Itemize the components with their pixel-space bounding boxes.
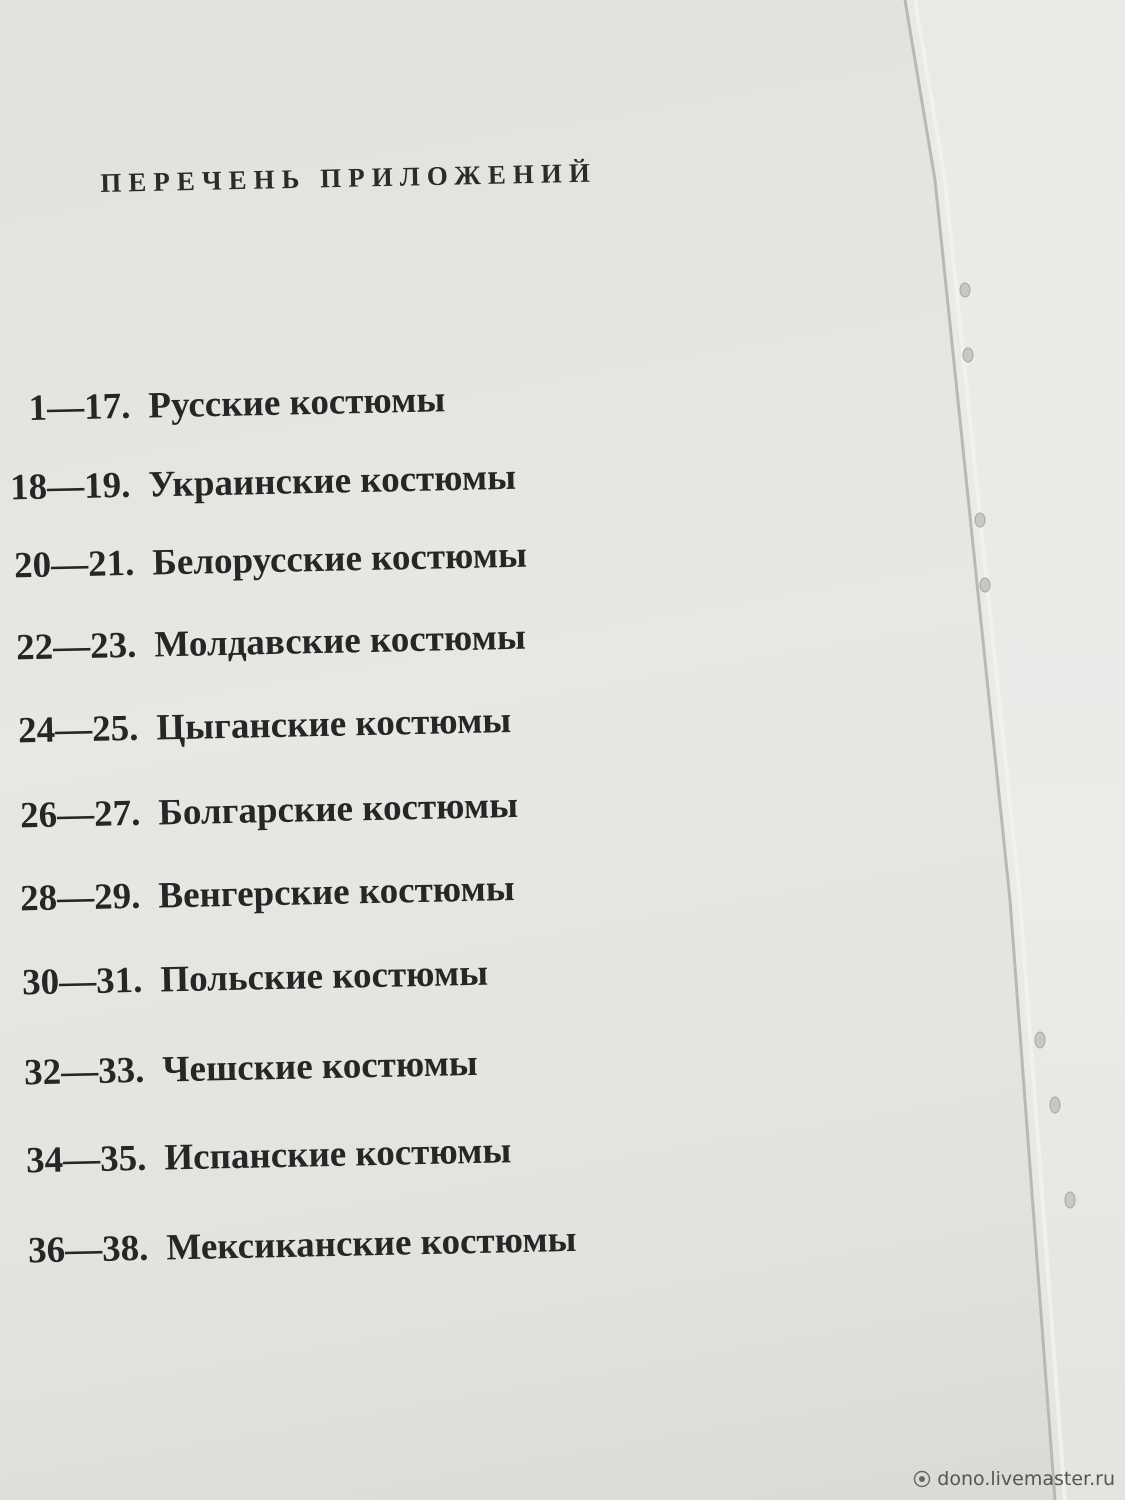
entry-range: 26—27. xyxy=(19,792,141,837)
entry-title: Русские костюмы xyxy=(147,379,446,427)
entry-title: Украинские костюмы xyxy=(147,456,517,506)
entry-title: Польские костюмы xyxy=(159,952,489,1001)
list-item xyxy=(0,1218,577,1273)
entry-range: 28—29. xyxy=(19,875,141,920)
watermark xyxy=(913,1468,1115,1490)
list-item xyxy=(0,952,488,1005)
page-title: ПЕРЕЧЕНЬ ПРИЛОЖЕНИЙ xyxy=(100,157,598,198)
entry-range: 36—38. xyxy=(27,1227,149,1272)
entry-range: 22—23. xyxy=(15,624,137,669)
entry-title: Венгерские костюмы xyxy=(157,868,516,917)
list-item xyxy=(0,616,526,670)
watermark-text: dono.livemaster.ru xyxy=(937,1468,1115,1490)
list-item xyxy=(0,1129,512,1183)
list-item xyxy=(0,784,518,838)
list-item xyxy=(0,378,446,431)
entry-range: 1—17. xyxy=(28,385,131,429)
entry-title: Испанские костюмы xyxy=(163,1130,512,1179)
entry-range: 34—35. xyxy=(25,1137,147,1182)
list-item xyxy=(0,534,527,588)
entry-range: 24—25. xyxy=(17,707,139,752)
entry-title: Белорусские костюмы xyxy=(151,534,528,584)
entry-range: 30—31. xyxy=(21,959,143,1004)
entry-range: 32—33. xyxy=(23,1049,145,1094)
entry-title: Чешские костюмы xyxy=(161,1042,479,1091)
entry-range: 20—21. xyxy=(13,542,135,587)
list-item xyxy=(0,699,512,753)
entry-title: Мексиканские костюмы xyxy=(165,1218,577,1269)
livemaster-logo-icon xyxy=(913,1470,931,1488)
entry-range: 18—19. xyxy=(9,464,131,509)
list-item xyxy=(0,456,516,510)
entry-title: Цыганские костюмы xyxy=(155,700,512,749)
entry-title: Болгарские костюмы xyxy=(157,784,519,834)
entry-title: Молдавские костюмы xyxy=(153,616,527,666)
list-item xyxy=(0,1042,478,1095)
list-item xyxy=(0,867,515,921)
